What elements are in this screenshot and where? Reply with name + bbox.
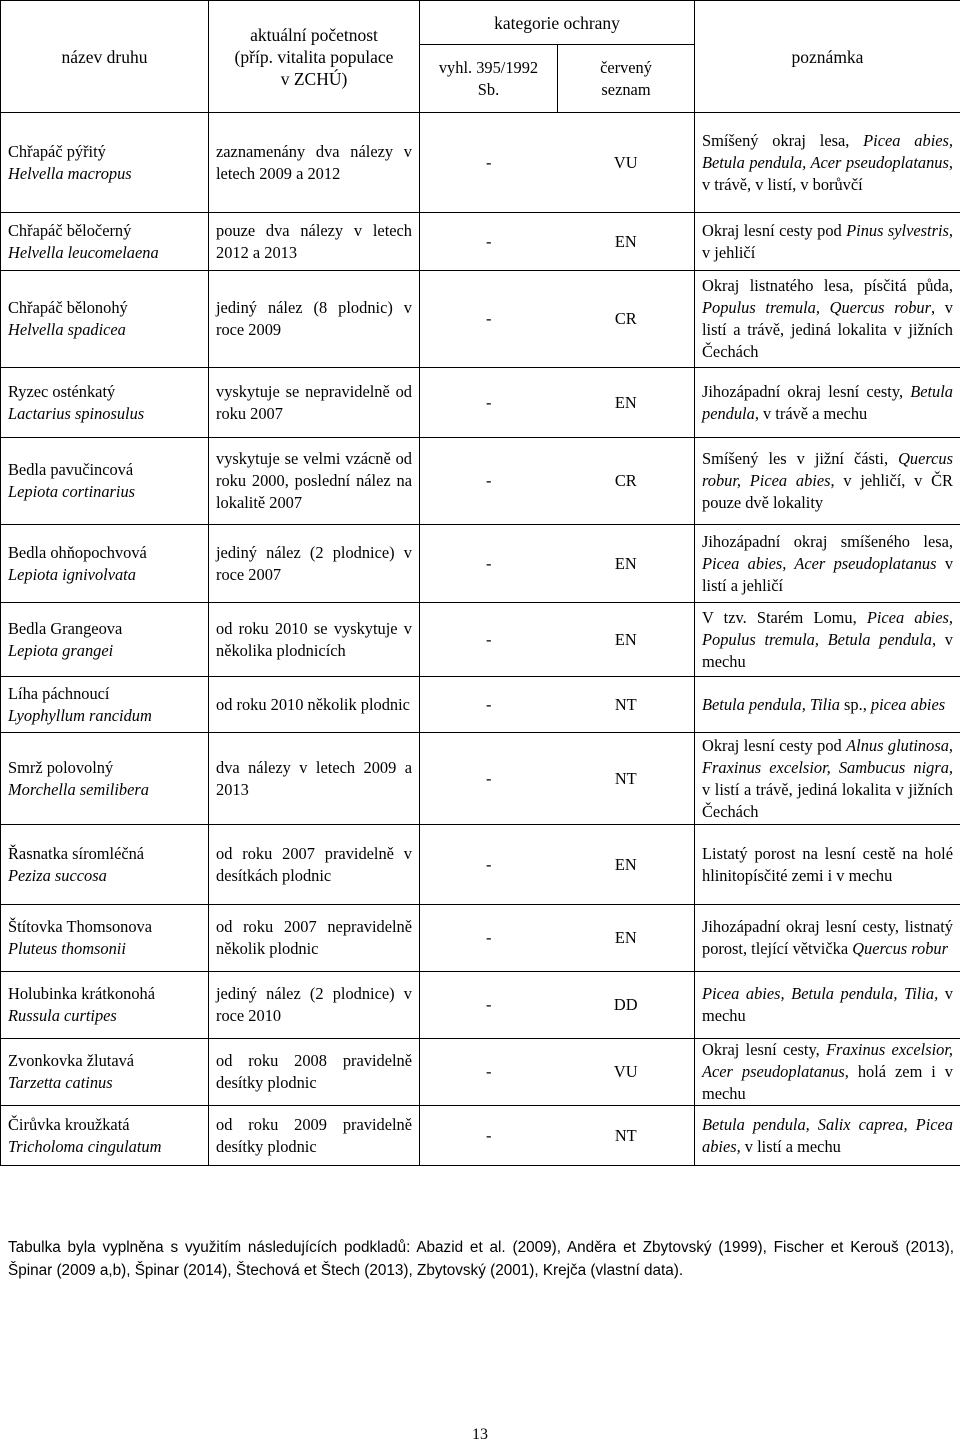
species-czech-name: Bedla Grangeova xyxy=(8,618,123,638)
population-cell: jediný nález (2 plodnice) v roce 2010 xyxy=(209,972,420,1039)
red-list-category-cell: EN xyxy=(558,603,695,677)
species-czech-name: Ryzec osténkatý xyxy=(8,381,116,401)
species-latin-name: Helvella macropus xyxy=(8,163,132,183)
table-row xyxy=(1,113,960,213)
table-row xyxy=(1,438,960,525)
population-cell: od roku 2007 pravidelně v desítkách plodnic xyxy=(209,825,420,905)
population-cell: od roku 2007 nepravidelně několik plodnic xyxy=(209,905,420,972)
header-vyhl xyxy=(420,45,558,113)
note-cell xyxy=(695,113,960,213)
note-segment: Pinus sylvestris xyxy=(846,220,949,240)
note-cell xyxy=(695,368,960,438)
note-segment: , v listí a trávě, jediná lokalita v jižních Čechách xyxy=(702,298,953,361)
red-list-category-cell: CR xyxy=(558,271,695,368)
table-body xyxy=(1,113,960,1166)
vyhl-category-cell: - xyxy=(420,825,558,905)
note-segment: Okraj lesní cesty pod xyxy=(702,220,847,240)
note-segment: Picea abies, Betula pendula, Acer pseudoplatanus xyxy=(702,130,953,172)
red-list-category-cell: EN xyxy=(558,368,695,438)
note-segment: Smíšený okraj lesa, xyxy=(702,130,864,150)
species-name-cell xyxy=(1,113,209,213)
table-row xyxy=(1,825,960,905)
population-cell: zaznamenány dva nálezy v letech 2009 a 2012 xyxy=(209,113,420,213)
note-segment: , v mechu xyxy=(702,629,954,671)
note-segment: , v trávě, v listí, v borůvčí xyxy=(702,152,953,194)
species-czech-name: Chřapáč běločerný xyxy=(8,220,132,240)
note-cell xyxy=(695,905,960,972)
species-name-cell xyxy=(1,271,209,368)
note-segment: Okraj lesní cesty pod xyxy=(702,735,847,755)
species-name-cell xyxy=(1,525,209,603)
note-segment: Okraj listnatého lesa, písčitá půda, xyxy=(702,276,953,295)
note-segment: picea abies xyxy=(870,694,946,714)
note-cell xyxy=(695,1039,960,1106)
table-row xyxy=(1,368,960,438)
vyhl-category-cell: - xyxy=(420,271,558,368)
species-czech-name: Řasnatka síromléčná xyxy=(8,843,145,863)
species-name-cell xyxy=(1,972,209,1039)
species-latin-name: Pluteus thomsonii xyxy=(8,939,126,958)
species-latin-name: Helvella spadicea xyxy=(8,320,126,339)
species-czech-name: Chřapáč pýřitý xyxy=(8,141,106,161)
note-segment: v listí a mechu xyxy=(740,1136,841,1156)
note-segment: Quercus robur, Picea abies xyxy=(702,449,953,490)
species-czech-name: Smrž polovolný xyxy=(8,757,114,777)
note-segment: Listatý porost na lesní cestě na holé hlinitopísčité zemi i v mechu xyxy=(702,843,953,885)
header-population-line2: (příp. vitalita populace xyxy=(234,46,394,67)
species-latin-name: Helvella leucomelaena xyxy=(8,242,159,262)
header-population xyxy=(209,1,420,113)
vyhl-category-cell: - xyxy=(420,677,558,733)
red-list-category-cell: NT xyxy=(558,733,695,825)
vyhl-category-cell: - xyxy=(420,1039,558,1106)
table-row xyxy=(1,905,960,972)
species-name-cell xyxy=(1,368,209,438)
header-red-list-line1: červený xyxy=(600,57,652,77)
header-population-line1: aktuální početnost xyxy=(250,24,378,45)
vyhl-category-cell: - xyxy=(420,1106,558,1166)
red-list-category-cell: EN xyxy=(558,825,695,905)
population-cell: od roku 2010 se vyskytuje v několika plodnicích xyxy=(209,603,420,677)
species-name-cell xyxy=(1,1039,209,1106)
vyhl-category-cell: - xyxy=(420,525,558,603)
note-cell xyxy=(695,525,960,603)
note-segment: Quercus robur xyxy=(852,939,948,958)
species-czech-name: Štítovka Thomsonova xyxy=(8,917,153,936)
note-cell xyxy=(695,733,960,825)
note-cell xyxy=(695,825,960,905)
vyhl-category-cell: - xyxy=(420,905,558,972)
population-cell: od roku 2010 několik plodnic xyxy=(209,677,420,733)
species-czech-name: Holubinka krátkonohá xyxy=(8,984,156,1003)
species-latin-name: Tricholoma cingulatum xyxy=(8,1136,162,1156)
table-row xyxy=(1,213,960,271)
note-segment: Picea abies, Acer pseudoplatanus xyxy=(702,553,937,573)
species-name-cell xyxy=(1,1106,209,1166)
species-name-cell xyxy=(1,905,209,972)
table-row xyxy=(1,525,960,603)
note-cell xyxy=(695,438,960,525)
note-segment: Jihozápadní okraj lesní cesty, xyxy=(702,381,911,401)
note-segment: V tzv. Starém Lomu, xyxy=(702,607,867,627)
population-cell: od roku 2009 pravidelně desítky plodnic xyxy=(209,1106,420,1166)
species-czech-name: Bedla pavučincová xyxy=(8,460,134,479)
species-latin-name: Peziza succosa xyxy=(8,865,107,885)
note-segment: Picea abies, Betula pendula, Tilia, xyxy=(702,984,939,1003)
note-segment: Okraj lesní cesty, xyxy=(702,1040,827,1059)
note-segment: Betula pendula, Tilia xyxy=(702,694,840,714)
note-segment: sp., xyxy=(839,694,871,714)
note-segment: Betula pendula, Salix caprea, Picea abies, xyxy=(702,1114,953,1156)
red-list-category-cell: EN xyxy=(558,213,695,271)
header-red-list-line2: seznam xyxy=(601,79,651,99)
header-species-name: název druhu xyxy=(1,1,209,113)
vyhl-category-cell: - xyxy=(420,438,558,525)
header-vyhl-line2: Sb. xyxy=(477,79,500,99)
table-row xyxy=(1,733,960,825)
note-segment: v listí a trávě, jediná lokalita v jižních Čechách xyxy=(702,779,953,821)
species-czech-name: Zvonkovka žlutavá xyxy=(8,1051,135,1070)
species-czech-name: Bedla ohňopochvová xyxy=(8,542,147,562)
page-number: 13 xyxy=(472,1426,488,1443)
header-vyhl-line1: vyhl. 395/1992 xyxy=(438,57,539,77)
note-segment: Fraxinus excelsior, Acer pseudoplatanus xyxy=(702,1040,953,1081)
species-latin-name: Lepiota cortinarius xyxy=(8,482,136,501)
species-czech-name: Líha páchnoucí xyxy=(8,683,110,703)
population-cell: jediný nález (2 plodnice) v roce 2007 xyxy=(209,525,420,603)
species-name-cell xyxy=(1,825,209,905)
table-row xyxy=(1,603,960,677)
red-list-category-cell: EN xyxy=(558,525,695,603)
population-cell: dva nálezy v letech 2009 a 2013 xyxy=(209,733,420,825)
note-segment: , v trávě a mechu xyxy=(754,403,868,423)
vyhl-category-cell: - xyxy=(420,113,558,213)
vyhl-category-cell: - xyxy=(420,368,558,438)
note-segment: Jihozápadní okraj lesní cesty, listnatý porost, tlející větvička xyxy=(702,917,953,958)
red-list-category-cell: DD xyxy=(558,972,695,1039)
sources-note: Tabulka byla vyplněna s využitím následujících podkladů: Abazid et al. (2009), Anděra et Zbytovský (1999), Fischer et Kerouš (2013), Špinar (2009 a,b), Špinar (2014), Štechová et Štech (2013), Zbytovský (2001), Krejča (vlastní data). xyxy=(8,1239,954,1279)
table-row xyxy=(1,972,960,1039)
note-segment: , holá zem i v mechu xyxy=(702,1062,953,1103)
population-cell: jediný nález (8 plodnic) v roce 2009 xyxy=(209,271,420,368)
note-segment: Betula pendula xyxy=(702,381,953,423)
table-row xyxy=(1,1039,960,1106)
species-latin-name: Russula curtipes xyxy=(8,1006,117,1025)
species-name-cell xyxy=(1,438,209,525)
vyhl-category-cell: - xyxy=(420,213,558,271)
species-name-cell xyxy=(1,677,209,733)
note-segment: Alnus glutinosa, Fraxinus excelsior, Sambucus nigra, xyxy=(702,735,953,777)
vyhl-category-cell: - xyxy=(420,733,558,825)
note-segment: Jihozápadní okraj smíšeného lesa, xyxy=(702,531,953,551)
species-name-cell xyxy=(1,733,209,825)
red-list-category-cell: EN xyxy=(558,905,695,972)
red-list-category-cell: NT xyxy=(558,1106,695,1166)
note-cell xyxy=(695,271,960,368)
table-row xyxy=(1,271,960,368)
species-latin-name: Tarzetta catinus xyxy=(8,1073,113,1092)
species-name-cell xyxy=(1,603,209,677)
note-segment: Smíšený les v jižní části, xyxy=(702,449,899,468)
note-cell xyxy=(695,677,960,733)
red-list-category-cell: CR xyxy=(558,438,695,525)
species-czech-name: Chřapáč bělonohý xyxy=(8,298,128,317)
note-cell xyxy=(695,1106,960,1166)
species-latin-name: Lactarius spinosulus xyxy=(8,403,145,423)
species-latin-name: Morchella semilibera xyxy=(8,779,149,799)
species-czech-name: Čirůvka kroužkatá xyxy=(8,1114,130,1134)
note-cell xyxy=(695,972,960,1039)
species-latin-name: Lepiota grangei xyxy=(8,640,114,660)
population-cell: vyskytuje se velmi vzácně od roku 2000, poslední nález na lokalitě 2007 xyxy=(209,438,420,525)
red-list-category-cell: VU xyxy=(558,1039,695,1106)
note-segment: v listí a jehličí xyxy=(702,553,954,595)
note-cell xyxy=(695,603,960,677)
note-segment: v mechu xyxy=(702,984,953,1025)
note-cell xyxy=(695,213,960,271)
species-latin-name: Lepiota ignivolvata xyxy=(8,564,136,584)
species-name-cell xyxy=(1,213,209,271)
red-list-category-cell: VU xyxy=(558,113,695,213)
header-protection-category: kategorie ochrany xyxy=(420,1,695,45)
note-segment: , v jehličí, v ČR pouze dvě lokality xyxy=(702,471,953,512)
species-latin-name: Lyophyllum rancidum xyxy=(8,705,152,725)
population-cell: pouze dva nálezy v letech 2012 a 2013 xyxy=(209,213,420,271)
population-cell: od roku 2008 pravidelně desítky plodnic xyxy=(209,1039,420,1106)
note-segment: Populus tremula, Quercus robur xyxy=(702,298,931,317)
table-row xyxy=(1,1106,960,1166)
red-list-category-cell: NT xyxy=(558,677,695,733)
vyhl-category-cell: - xyxy=(420,603,558,677)
header-note: poznámka xyxy=(695,1,960,113)
note-segment: , v jehličí xyxy=(702,220,954,262)
vyhl-category-cell: - xyxy=(420,972,558,1039)
header-red-list xyxy=(558,45,695,113)
table-row xyxy=(1,677,960,733)
note-segment: Picea abies, Populus tremula, Betula pendula xyxy=(702,607,953,649)
header-population-line3: v ZCHÚ) xyxy=(280,68,348,89)
population-cell: vyskytuje se nepravidelně od roku 2007 xyxy=(209,368,420,438)
